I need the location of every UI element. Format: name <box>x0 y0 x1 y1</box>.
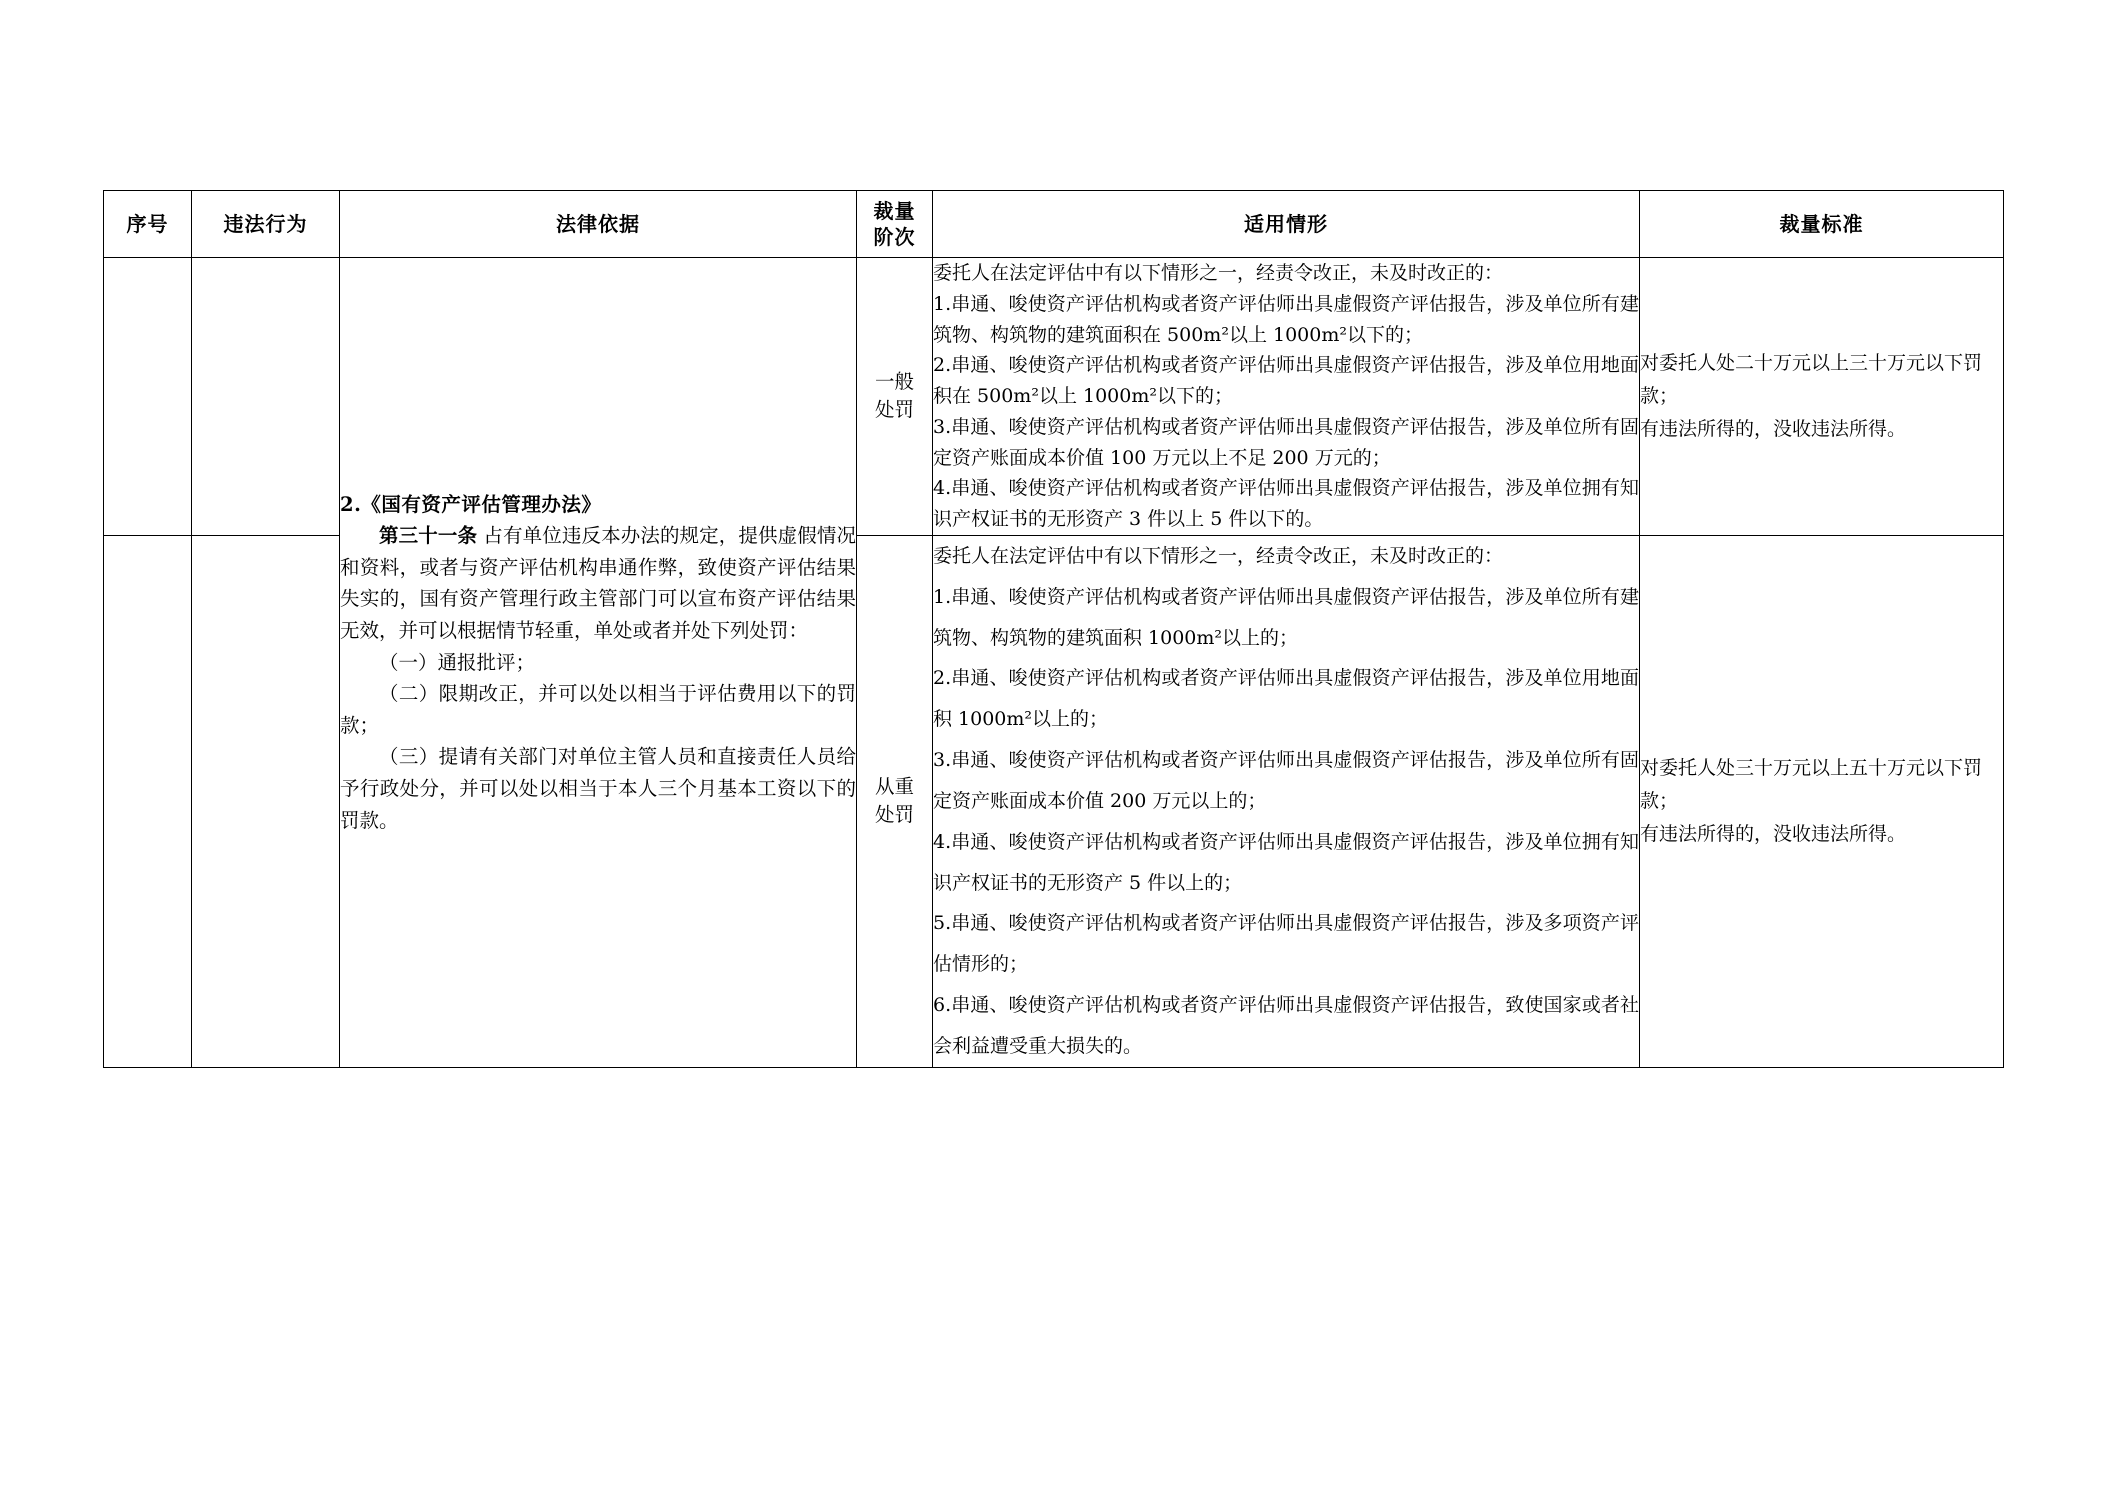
discretion-table-container <box>103 190 2003 1068</box>
column-header-case: 适用情形 <box>933 191 1640 258</box>
stage-line-2: 处罚 <box>874 803 914 827</box>
table-header <box>104 191 2004 258</box>
case-item-2: 2.串通、唆使资产评估机构或者资产评估师出具虚假资产评估报告，涉及单位用地面积 1000m²以上的； <box>933 667 1639 731</box>
cell-act <box>192 258 340 536</box>
case-intro: 委托人在法定评估中有以下情形之一，经责令改正，未及时改正的： <box>933 262 1504 284</box>
column-header-seq: 序号 <box>104 191 192 258</box>
column-header-stage-line2: 阶次 <box>873 225 916 249</box>
cell-discretion-stage <box>857 258 933 536</box>
case-item-2: 2.串通、唆使资产评估机构或者资产评估师出具虚假资产评估报告，涉及单位用地面积在 500m²以上 1000m²以下的； <box>933 354 1639 408</box>
case-item-6: 6.串通、唆使资产评估机构或者资产评估师出具虚假资产评估报告，致使国家或者社会利益遭受重大损失的。 <box>933 994 1639 1058</box>
case-intro: 委托人在法定评估中有以下情形之一，经责令改正，未及时改正的： <box>933 544 1504 567</box>
stage-line-1: 从重 <box>874 775 914 799</box>
column-header-stage-line1: 裁量 <box>873 199 916 223</box>
case-item-4: 4.串通、唆使资产评估机构或者资产评估师出具虚假资产评估报告，涉及单位拥有知识产权证书的无形资产 3 件以上 5 件以下的。 <box>933 477 1639 531</box>
legal-basis-item-1: （一）通报批评； <box>379 650 536 674</box>
case-item-4: 4.串通、唆使资产评估机构或者资产评估师出具虚假资产评估报告，涉及单位拥有知识产权证书的无形资产 5 件以上的； <box>933 830 1639 894</box>
legal-basis-title: 2.《国有资产评估管理办法》 <box>340 492 602 516</box>
cell-applicable-cases <box>933 258 1640 536</box>
legal-article-number: 第三十一条 <box>379 524 478 548</box>
cell-seq <box>104 535 192 1067</box>
standard-line-2: 有违法所得的，没收违法所得。 <box>1640 418 1907 441</box>
case-item-5: 5.串通、唆使资产评估机构或者资产评估师出具虚假资产评估报告，涉及多项资产评估情形的； <box>933 912 1639 976</box>
cell-applicable-cases <box>933 535 1640 1067</box>
stage-line-1: 一般 <box>874 370 914 394</box>
standard-line-1: 对委托人处三十万元以上五十万元以下罚款； <box>1640 756 1983 812</box>
column-header-act: 违法行为 <box>192 191 340 258</box>
stage-line-2: 处罚 <box>874 398 914 422</box>
discretion-table <box>103 190 2004 1068</box>
legal-basis-item-3: （三）提请有关部门对单位主管人员和直接责任人员给予行政处分，并可以处以相当于本人三个月基本工资以下的罚款。 <box>340 745 856 832</box>
table-body <box>104 258 2004 1068</box>
cell-seq <box>104 258 192 536</box>
case-item-3: 3.串通、唆使资产评估机构或者资产评估师出具虚假资产评估报告，涉及单位所有固定资产账面成本价值 100 万元以上不足 200 万元的； <box>933 415 1639 469</box>
table-row <box>104 258 2004 536</box>
cell-discretion-stage <box>857 535 933 1067</box>
legal-basis-item-2: （二）限期改正，并可以处以相当于评估费用以下的罚款； <box>340 682 856 737</box>
cell-discretion-standard <box>1640 258 2004 536</box>
legal-basis-paragraph <box>340 520 856 646</box>
standard-line-1: 对委托人处二十万元以上三十万元以下罚款； <box>1640 351 1983 407</box>
case-item-1: 1.串通、唆使资产评估机构或者资产评估师出具虚假资产评估报告，涉及单位所有建筑物、构筑物的建筑面积在 500m²以上 1000m²以下的； <box>933 292 1639 346</box>
legal-basis-body <box>340 520 856 836</box>
table-header-row <box>104 191 2004 258</box>
column-header-legal: 法律依据 <box>340 191 857 258</box>
column-header-stage <box>857 191 933 258</box>
standard-line-2: 有违法所得的，没收违法所得。 <box>1640 823 1907 845</box>
legal-article-text: 占有单位违反本办法的规定，提供虚假情况和资料，或者与资产评估机构串通作弊，致使资产评估结果失实的，国有资产管理行政主管部门可以宣布资产评估结果无效，并可以根据情节轻重，单处或者并处下列处罚： <box>340 524 856 643</box>
cell-discretion-standard <box>1640 535 2004 1067</box>
cell-legal-basis <box>340 258 857 1068</box>
case-item-1: 1.串通、唆使资产评估机构或者资产评估师出具虚假资产评估报告，涉及单位所有建筑物、构筑物的建筑面积 1000m²以上的； <box>933 585 1639 649</box>
column-header-standard: 裁量标准 <box>1640 191 2004 258</box>
case-item-3: 3.串通、唆使资产评估机构或者资产评估师出具虚假资产评估报告，涉及单位所有固定资产账面成本价值 200 万元以上的； <box>933 749 1639 812</box>
cell-act <box>192 535 340 1067</box>
